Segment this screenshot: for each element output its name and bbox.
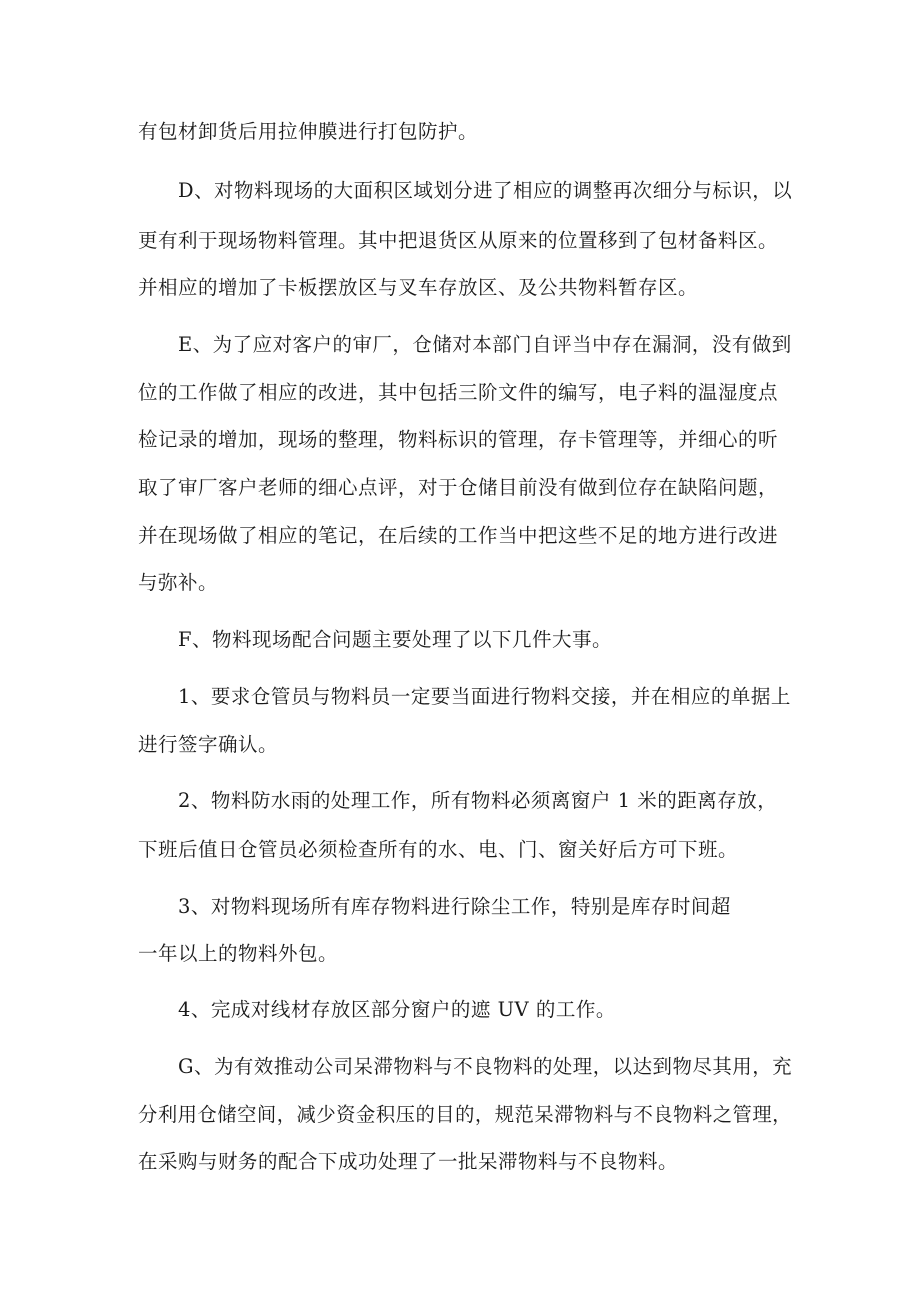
text-line: 位的工作做了相应的改进，其中包括三阶文件的编写，电子料的温湿度点	[138, 381, 779, 404]
text-line: 并在现场做了相应的笔记，在后续的工作当中把这些不足的地方进行改进	[138, 524, 779, 547]
text-line: 并相应的增加了卡板摆放区与叉车存放区、及公共物料暂存区。	[138, 276, 699, 299]
text-line: G、为有效推动公司呆滞物料与不良物料的处理，以达到物尽其用，充	[178, 1055, 793, 1078]
text-line: E、为了应对客户的审厂，仓储对本部门自评当中存在漏洞，没有做到	[178, 333, 792, 356]
text-line: 更有利于现场物料管理。其中把退货区从原来的位置移到了包材备料区。	[138, 229, 779, 252]
text-line: F、物料现场配合问题主要处理了以下几件大事。	[178, 628, 613, 651]
text-line: 有包材卸货后用拉伸膜进行打包防护。	[138, 120, 479, 143]
text-line: 取了审厂客户老师的细心点评，对于仓储目前没有做到位存在缺陷问题，	[138, 476, 779, 499]
text-line: 1、要求仓管员与物料员一定要当面进行物料交接，并在相应的单据上	[178, 685, 791, 708]
text-line: 分利用仓储空间，减少资金积压的目的，规范呆滞物料与不良物料之管理，	[138, 1103, 793, 1126]
text-line: 4、完成对线材存放区部分窗户的遮 UV 的工作。	[178, 998, 616, 1021]
text-line: 与弥补。	[138, 571, 219, 594]
text-line: 在采购与财务的配合下成功处理了一批呆滞物料与不良物料。	[138, 1150, 679, 1173]
text-line: 检记录的增加，现场的整理，物料标识的管理，存卡管理等，并细心的听	[138, 428, 779, 451]
text-line: D、对物料现场的大面积区域划分进了相应的调整再次细分与标识，以	[178, 179, 793, 202]
text-line: 2、物料防水雨的处理工作，所有物料必须离窗户 1 米的距离存放，	[178, 789, 778, 812]
text-line: 一年以上的物料外包。	[138, 942, 339, 965]
text-line: 3、对物料现场所有库存物料进行除尘工作，特别是库存时间超	[178, 895, 731, 918]
text-line: 下班后值日仓管员必须检查所有的水、电、门、窗关好后方可下班。	[138, 838, 739, 861]
text-line: 进行签字确认。	[138, 733, 279, 756]
